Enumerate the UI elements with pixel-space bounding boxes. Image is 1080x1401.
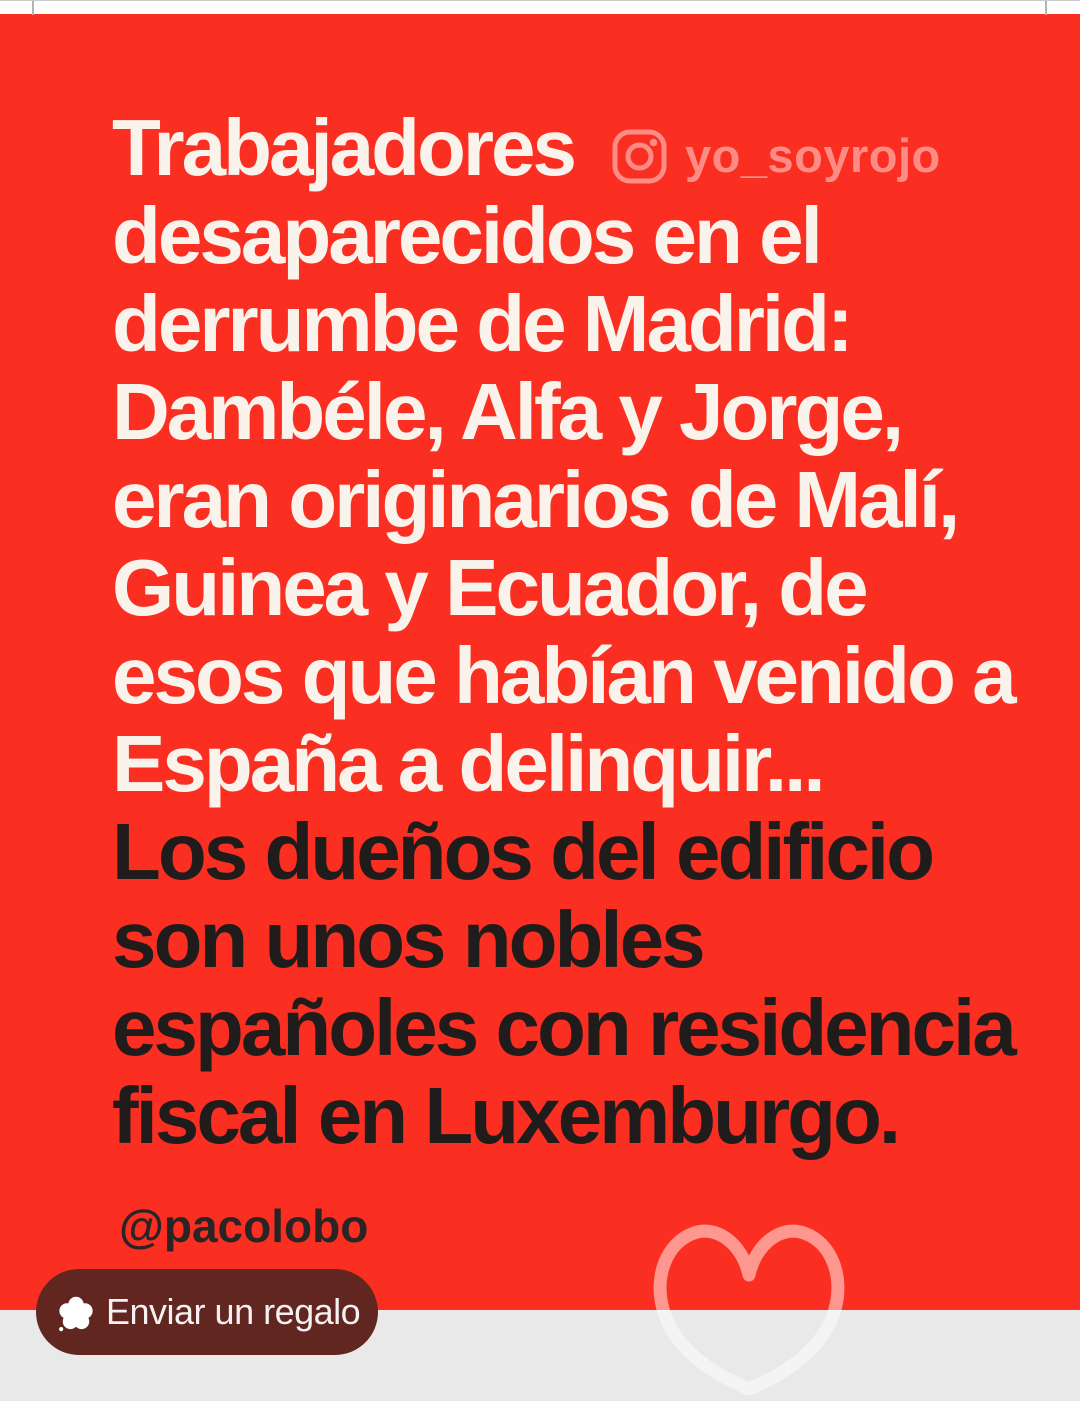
send-gift-button[interactable] xyxy=(36,1269,378,1355)
headline-line: derrumbe de Madrid: xyxy=(112,279,851,368)
headline-text xyxy=(112,104,1014,1160)
headline-line: son unos nobles xyxy=(112,895,703,984)
headline-line: desaparecidos en el xyxy=(112,191,820,280)
top-edge-strip xyxy=(0,0,1080,14)
headline-line: España a delinquir... xyxy=(112,719,823,808)
headline-line: Trabajadores xyxy=(112,103,575,192)
top-edge-left-divider xyxy=(32,1,34,15)
top-edge-right-divider xyxy=(1045,1,1047,15)
instagram-username: yo_soyrojo xyxy=(685,129,941,182)
send-gift-label: Enviar un regalo xyxy=(106,1291,361,1332)
author-handle: @pacolobo xyxy=(119,1200,369,1252)
gift-star-icon xyxy=(58,1292,94,1332)
headline-line: Guinea y Ecuador, de xyxy=(112,543,866,632)
headline-line: Los dueños del edificio xyxy=(112,807,932,896)
headline-line: eran originarios de Malí, xyxy=(112,455,958,544)
headline-line: esos que habían venido a xyxy=(112,631,1014,720)
heart-outline-icon xyxy=(646,1221,850,1401)
headline-line: españoles con residencia xyxy=(112,983,1014,1072)
headline-line: fiscal en Luxemburgo. xyxy=(112,1071,899,1160)
headline-line: Dambéle, Alfa y Jorge, xyxy=(112,367,902,456)
